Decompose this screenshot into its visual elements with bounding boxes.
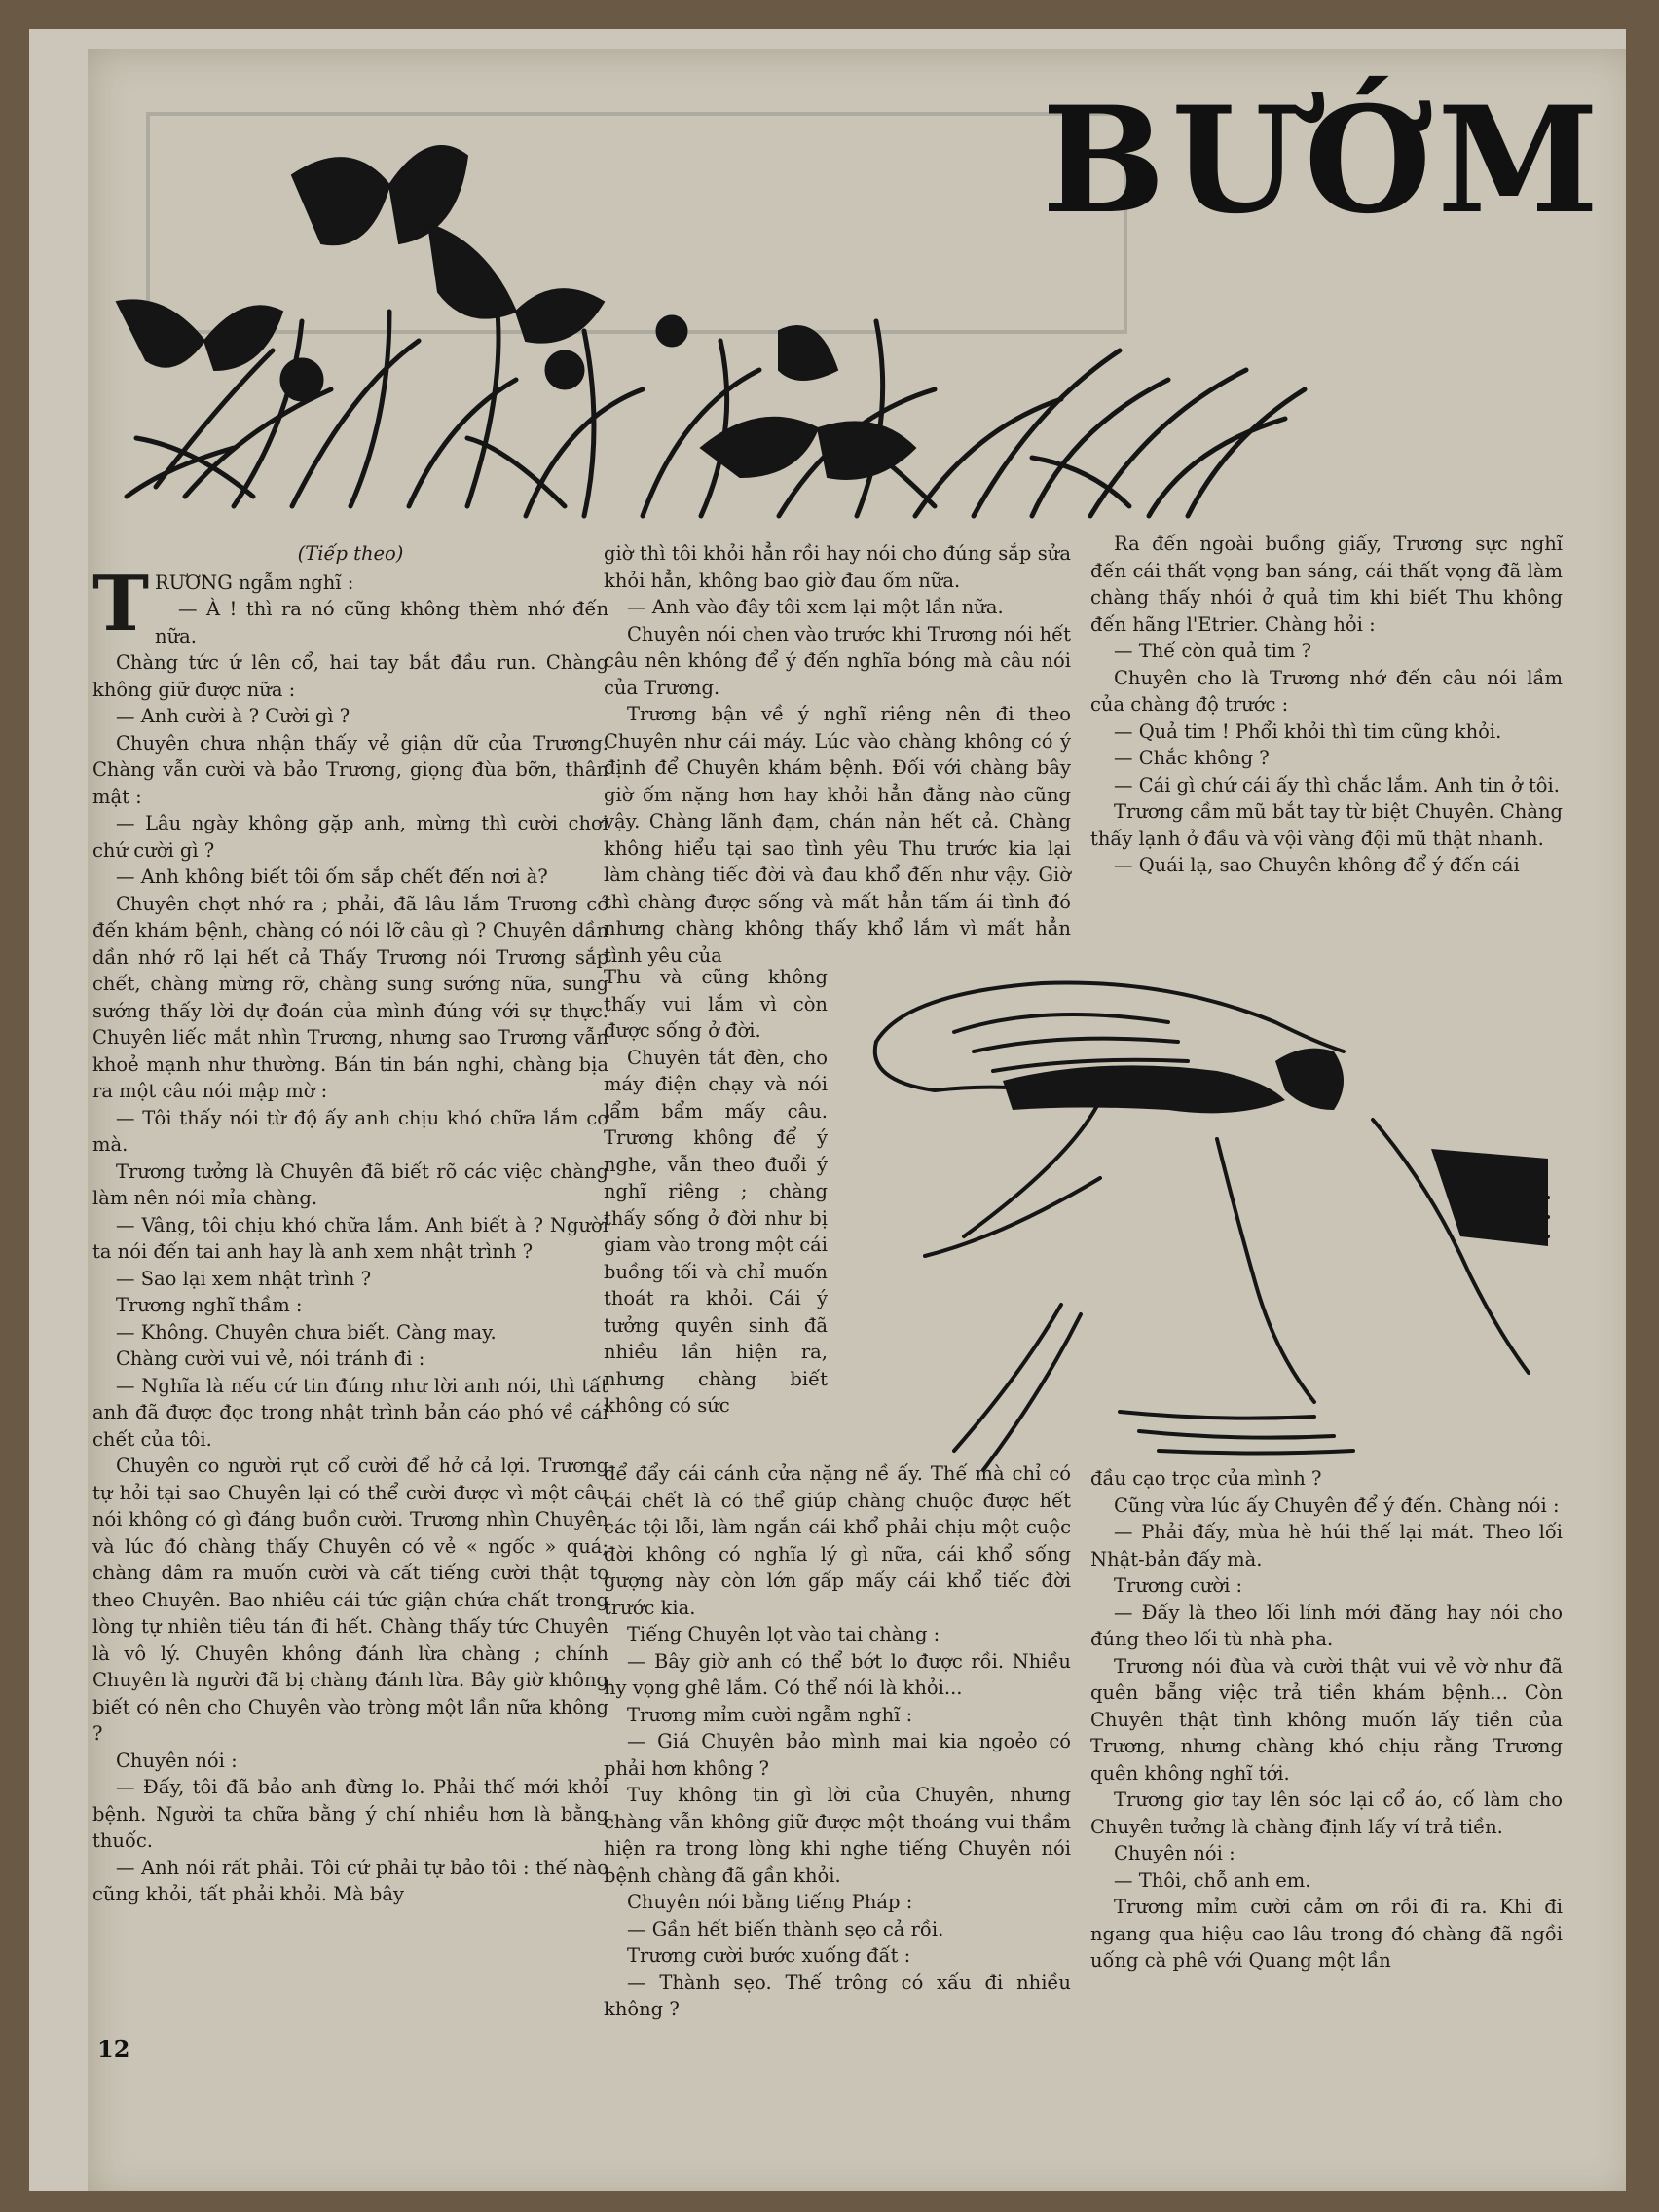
paragraph: — Lâu ngày không gặp anh, mừng thì cười chơi chứ cười gì ? <box>92 812 608 862</box>
paragraph: — Anh không biết tôi ốm sắp chết đến nơi à? <box>116 866 548 888</box>
paragraph: — Anh cười à ? Cười gì ? <box>116 705 350 727</box>
paragraph: Tiếng Chuyên lọt vào tai chàng : <box>627 1623 940 1645</box>
column-2-top <box>604 540 1071 969</box>
paragraph: — Đấy, tôi đã bảo anh đừng lo. Phải thế mới khỏi bệnh. Người ta chữa bằng ý chí nhiều hơn là bằng thuốc. <box>92 1776 608 1852</box>
hand-shape <box>1275 1049 1344 1110</box>
paragraph: Chuyên cho là Trương nhớ đến câu nói lầm của chàng độ trước : <box>1090 666 1563 716</box>
paragraph: — Phải đấy, mùa hè húi thế lại mát. Theo lối Nhật-bản đấy mà. <box>1090 1521 1563 1570</box>
paragraph: Trương cầm mũ bắt tay từ biệt Chuyên. Chàng thấy lạnh ở đầu và vội vàng đội mũ thật nhanh. <box>1090 800 1563 850</box>
paragraph: — Thế còn quả tim ? <box>1114 640 1311 662</box>
hair-shading <box>1003 1065 1285 1113</box>
paragraph: — Đấy là theo lối lính mới đăng hay nói cho đúng theo lối tù nhà pha. <box>1090 1601 1563 1650</box>
column-2-bottom <box>604 1460 1071 2023</box>
butterfly-left <box>117 300 282 370</box>
paragraph: đầu cạo trọc của mình ? <box>1090 1467 1322 1490</box>
column-1 <box>92 540 608 1908</box>
paragraph: Chuyên chợt nhớ ra ; phải, đã lâu lắm Trương có đến khám bệnh, chàng có nói lỡ câu gì ? Chuyên dần dần nhớ rõ lại hết cả Thấy Trương nói Trương sắp chết, chàng mừng rỡ, chàng sung sướng nữa, sung sướng thấy lời dự đoán của mình đúng với sự thực. Chuyên liếc mắt nhìn Trương, nhưng sao Trương vẫn khoẻ mạnh như thường. Bán tin bán nghi, chàng bịa ra một câu nói mập mờ : <box>92 892 608 1102</box>
drop-cap: T <box>92 559 150 648</box>
paragraph: Chuyên tắt đèn, cho máy điện chạy và nói lẩm bẩm mấy câu. Trương không để ý nghe, vẫn theo đuổi ý nghĩ riêng ; chàng thấy sống ở đời như bị giam vào trong một cái buồng tối và chỉ muốn thoát ra khỏi. Cái ý tưởng quyên sinh đã nhiều lần hiện ra, nhưng chàng biết không có sức <box>604 1046 828 1417</box>
paragraph: Chuyên nói bằng tiếng Pháp : <box>627 1891 913 1913</box>
paragraph: Chuyên co người rụt cổ cười để hở cả lợi. Trương tự hỏi tại sao Chuyên lại có thể cười được vì một câu nói không có gì đáng buồn cười. Trương nhìn Chuyên và lúc đó chàng thấy Chuyên có vẻ « ngốc » quá; chàng đâm ra muốn cười và cất tiếng cười thật to theo Chuyên. Bao nhiêu cái tức giận chứa chất trong lòng tự nhiên tiêu tán đi hết. Chàng thấy tức Chuyên là vô lý. Chuyên không đánh lừa chàng ; chính Chuyên là người đã bị chàng đánh lừa. Bây giờ không biết có nên cho Chuyên vào tròng một lần nữa không ? <box>92 1455 608 1745</box>
column-3-bottom <box>1090 1465 1563 1974</box>
paragraph: Tuy không tin gì lời của Chuyên, nhưng chàng vẫn không giữ được một thoáng vui thầm hiện ra trong lòng khi nghe tiếng Chuyên nói bệnh chàng đã gần khỏi. <box>604 1784 1071 1887</box>
paragraph: giờ thì tôi khỏi hẳn rồi hay nói cho đúng sắp sửa khỏi hẳn, không bao giờ đau ốm nữa. <box>604 542 1071 592</box>
paragraph: Ra đến ngoài buồng giấy, Trương sực nghĩ đến cái thất vọng ban sáng, cái thất vọng đã làm chàng thấy nhói ở quả tim khi biết Thu không đến hãng l'Etrier. Chàng hỏi : <box>1090 533 1563 636</box>
paragraph: Cũng vừa lúc ấy Chuyên để ý đến. Chàng nói : <box>1114 1493 1560 1517</box>
paragraph: Chuyên chưa nhận thấy vẻ giận dữ của Trương. Chàng vẫn cười và bảo Trương, giọng đùa bỡn, thân mật : <box>92 731 608 808</box>
paragraph: Chuyên nói : <box>1114 1842 1235 1864</box>
paragraph: Chàng tức ứ lên cổ, hai tay bắt đầu run. Chàng không giữ được nữa : <box>92 651 608 701</box>
paragraph: Trương mỉm cười cảm ơn rồi đi ra. Khi đi ngang qua hiệu cao lâu trong đó chàng đã ngồi uống cà phê với Quang một lần <box>1090 1896 1563 1972</box>
butterfly-center <box>428 224 604 343</box>
column-3-top <box>1090 531 1563 879</box>
paragraph: Chuyên nói chen vào trước khi Trương nói hết câu nên không để ý đến nghĩa bóng mà câu nói của Trương. <box>604 622 1071 699</box>
paragraph: — Sao lại xem nhật trình ? <box>116 1267 372 1290</box>
paragraph: — Giá Chuyên bảo mình mai kia ngoẻo có phải hơn không ? <box>604 1730 1071 1780</box>
paragraph: — Vâng, tôi chịu khó chữa lắm. Anh biết à ? Người ta nói đến tai anh hay là anh xem nhật trình ? <box>92 1213 608 1263</box>
paragraph: — Không. Chuyên chưa biết. Càng may. <box>116 1320 497 1344</box>
paragraph: Thu và cũng không thấy vui lắm vì còn được sống ở đời. <box>604 966 828 1042</box>
paragraph: — Tôi thấy nói từ độ ấy anh chịu khó chữa lắm cơ mà. <box>92 1106 608 1156</box>
paragraph: — Anh vào đây tôi xem lại một lần nữa. <box>627 596 1004 618</box>
paragraph: — Thành sẹo. Thế trông có xấu đi nhiều không ? <box>604 1971 1071 2020</box>
column-2-narrow <box>604 964 828 1419</box>
paragraph: — Cái gì chứ cái ấy thì chắc lắm. Anh tin ở tôi. <box>1114 773 1560 796</box>
article-title: BƯỚM <box>1042 75 1605 246</box>
paragraph: Trương cười bước xuống đất : <box>627 1944 911 1967</box>
paragraph: — Gần hết biến thành sẹo cả rồi. <box>627 1917 944 1940</box>
paragraph: — Nghĩa là nếu cứ tin đúng như lời anh nói, thì tất anh đã được đọc trong nhật trình bản cáo phó về cái chết của tôi. <box>92 1374 608 1451</box>
paragraph: RƯƠNG ngẫm nghĩ : <box>155 571 354 594</box>
paragraph: Trương nói đùa và cười thật vui vẻ vờ như đã quên bẵng việc trả tiền khám bệnh... Còn Chuyên thật tình không muốn lấy tiền của Trương, nhưng chàng khó chịu rằng Trương quên không nghĩ tới. <box>1090 1654 1563 1785</box>
grass-blades <box>127 302 1305 516</box>
page-number: 12 <box>97 2035 130 2063</box>
paragraph: — Chắc không ? <box>1114 747 1270 769</box>
paragraph: Trương giơ tay lên sóc lại cổ áo, cố làm cho Chuyên tưởng là chàng định lấy ví trả tiền. <box>1090 1788 1563 1838</box>
paragraph: — À ! thì ra nó cũng không thèm nhớ đến nữa. <box>155 598 608 647</box>
paragraph: Chuyên nói : <box>116 1749 238 1772</box>
paragraph: — Anh nói rất phải. Tôi cứ phải tự bảo tôi : thế nào cũng khỏi, tất phải khỏi. Mà bây <box>92 1856 608 1905</box>
paragraph: Trương mỉm cười ngẫm nghĩ : <box>627 1703 913 1726</box>
paragraph: — Quái lạ, sao Chuyên không để ý đến cái <box>1114 854 1520 876</box>
paragraph: — Thôi, chỗ anh em. <box>1114 1868 1311 1892</box>
paragraph: — Bây giờ anh có thể bớt lo được rồi. Nhiều hy vọng ghê lắm. Có thể nói là khỏi... <box>604 1649 1071 1699</box>
man-lying-illustration <box>847 964 1567 1480</box>
paragraph: Trương tưởng là Chuyên đã biết rõ các việc chàng làm nên nói mỉa chàng. <box>92 1160 608 1209</box>
continued-label: (Tiếp theo) <box>297 542 404 565</box>
paragraph: Chàng cười vui vẻ, nói tránh đi : <box>116 1347 425 1370</box>
paragraph: Trương nghĩ thầm : <box>116 1294 303 1316</box>
paragraph: — Quả tim ! Phổi khỏi thì tim cũng khỏi. <box>1114 719 1502 743</box>
paragraph: Trương bận về ý nghĩ riêng nên đi theo Chuyên như cái máy. Lúc vào chàng không có ý định để Chuyên khám bệnh. Đối với chàng bây giờ ốm nặng hơn hay khỏi hẳn đằng nào cũng vậy. Chàng lãnh đạm, chán nản hết cả. Chàng không hiểu tại sao tình yêu Thu trước kia lại làm chàng tiếc đời và đau khổ đến như vậy. Giờ thì chàng được sống và mất hẳn tấm ái tình đó nhưng chàng không thấy khổ lắm vì mất hẳn tình yêu của <box>604 703 1071 967</box>
paragraph: Trương cười : <box>1114 1574 1243 1597</box>
paragraph: để đẩy cái cánh cửa nặng nề ấy. Thế mà chỉ có cái chết là có thể giúp chàng chuộc được hết các tội lỗi, làm ngắn cái khổ phải chịu một cuộc đời không có nghĩa lý gì nữa, cái khổ sống gượng này còn lớn gấp mấy cái khổ tiếc đời trước kia. <box>604 1462 1071 1619</box>
